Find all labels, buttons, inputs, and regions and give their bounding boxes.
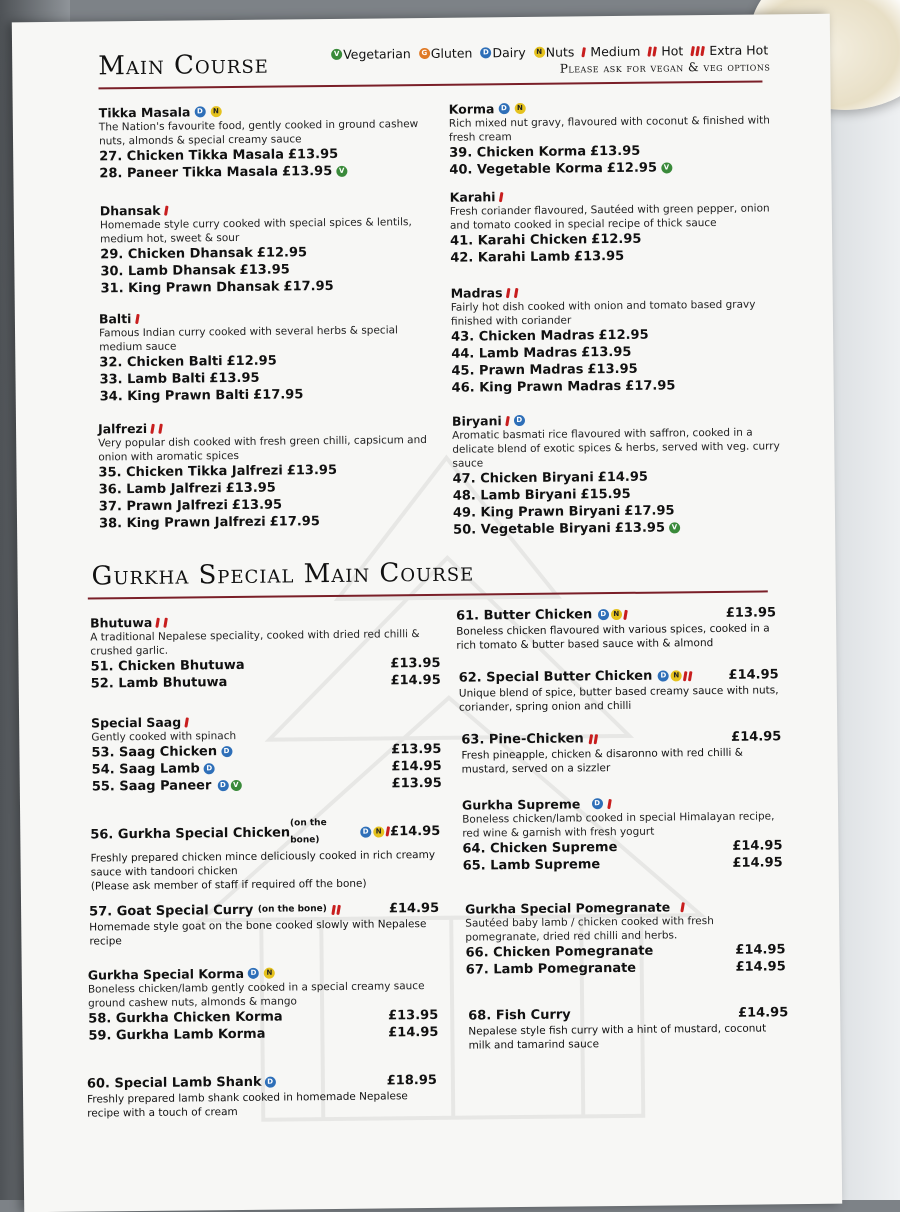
- chili-icon: [337, 904, 342, 914]
- item-price: £14.95: [735, 959, 786, 975]
- menu-item: [453, 518, 783, 538]
- section-description: A traditional Nepalese speciality, cooked with dried red chilli & crushed garlic.: [90, 628, 420, 658]
- item-label: 36. Lamb Jalfrezi: [98, 481, 222, 498]
- item-price: £14.95: [390, 823, 441, 839]
- section-special-saag: [91, 712, 442, 796]
- section-balti: [99, 308, 430, 405]
- section-gurkha-special-pomegranate: [465, 898, 786, 978]
- item-price: £14.95: [390, 672, 441, 689]
- section-description: Homemade style curry cooked with special spices & lentils, medium hot, sweet & sour: [99, 216, 412, 246]
- main-course-title: Main Course: [98, 49, 269, 82]
- legend-medium: [581, 44, 640, 60]
- item-label: 52. Lamb Bhutuwa: [90, 675, 228, 692]
- item-label: 30. Lamb Dhansak: [100, 262, 236, 280]
- chili-icon: [593, 734, 598, 744]
- item-label: 31. King Prawn Dhansak: [100, 279, 280, 297]
- item-price: £12.95: [591, 231, 642, 248]
- item-price: £14.95: [735, 942, 786, 958]
- legend-hot: [647, 43, 683, 58]
- item-price: £14.95: [732, 855, 783, 871]
- section-heading: Gurkha Special Korma: [87, 965, 245, 983]
- section-heading: Karahi: [449, 189, 496, 205]
- item-label: 60. Special Lamb Shank: [86, 1074, 262, 1092]
- dairy-badge-icon: D: [658, 670, 669, 681]
- item-price: £14.95: [728, 667, 779, 683]
- nuts-badge-icon: N: [210, 106, 221, 117]
- legend-nuts: [533, 44, 575, 59]
- item-price: £14.95: [737, 1005, 789, 1021]
- item-description: Fresh pineapple, chicken & disaronno with red chilli & mustard, served on a sizzler: [461, 746, 744, 776]
- nuts-badge-icon: N: [611, 609, 622, 620]
- chili-icon: [155, 617, 160, 627]
- section-heading: Gurkha Supreme: [461, 796, 581, 813]
- vegetarian-badge-icon: V: [336, 166, 347, 177]
- item-label: 29. Chicken Dhansak: [100, 245, 253, 263]
- item-price: £17.95: [253, 387, 304, 403]
- legend-label: Medium: [590, 43, 641, 60]
- dairy-badge-icon: D: [498, 103, 509, 114]
- section-gurkha-special-chicken: [90, 814, 441, 894]
- menu-item: [100, 277, 430, 297]
- gurkha-special-title: Gurkha Special Main Course: [91, 557, 475, 592]
- item-price: £13.95: [587, 361, 638, 378]
- chili-icon: [653, 46, 658, 56]
- item-label: 68. Fish Curry: [468, 1007, 571, 1024]
- legend-label: Vegetarian: [343, 46, 411, 62]
- item-price: £13.95: [286, 462, 338, 479]
- item-label: 46. King Prawn Madras: [451, 378, 622, 396]
- item-label: 34. King Prawn Balti: [99, 387, 250, 405]
- section-special-lamb-shank: [87, 1072, 437, 1121]
- chili-icon: [688, 671, 693, 681]
- item-price: £14.95: [391, 758, 442, 775]
- menu-item: [466, 958, 786, 978]
- chili-icon: [683, 671, 688, 681]
- item-label: 27. Chicken Tikka Masala: [99, 147, 285, 165]
- item-description: Freshly prepared chicken mince deliciously cooked in rich creamy sauce with tandoori chicken: [90, 848, 436, 879]
- item-label: 56. Gurkha Special Chicken: [90, 824, 291, 843]
- section-heading: Bhutuwa: [90, 614, 153, 631]
- dairy-badge-icon: D: [248, 968, 259, 979]
- item-label: 63. Pine-Chicken: [461, 731, 584, 748]
- section-bhutuwa: [90, 612, 441, 693]
- section-tikka-masala: [99, 102, 430, 182]
- legend-extra-hot: [690, 42, 768, 58]
- item-price: £13.95: [287, 146, 339, 163]
- vegetarian-badge-icon: V: [669, 522, 680, 533]
- item-label: 58. Gurkha Chicken Korma: [88, 1009, 283, 1027]
- item-label: 49. King Prawn Biryani: [452, 503, 621, 521]
- item-price: £12.95: [606, 160, 658, 177]
- item-price: £13.95: [231, 497, 283, 514]
- item-price: £14.95: [597, 469, 648, 486]
- dairy-badge-icon: D: [265, 1077, 276, 1088]
- item-label: 57. Goat Special Curry: [89, 902, 254, 920]
- item-price: £17.95: [269, 514, 320, 530]
- item-label: 33. Lamb Balti: [99, 371, 206, 388]
- chili-icon: [163, 617, 168, 627]
- section-description: Aromatic basmati rice flavoured with saffron, cooked in a delicate blend of exotic spices & herbs, served with veg. curry sauce: [452, 426, 780, 470]
- legend-vegetarian: [330, 46, 411, 62]
- nuts-badge-icon: N: [534, 47, 545, 58]
- section-special-butter-chicken: [459, 666, 779, 714]
- chili-icon: [505, 415, 510, 425]
- vegetarian-badge-icon: V: [661, 162, 672, 173]
- section-description: Rich mixed nut gravy, flavoured with coconut & finished with fresh cream: [448, 114, 770, 144]
- chili-icon: [135, 313, 140, 323]
- dairy-badge-icon: D: [204, 763, 215, 774]
- dairy-badge-icon: D: [480, 47, 491, 58]
- menu-item: [450, 246, 780, 266]
- item-label: 35. Chicken Tikka Jalfrezi: [98, 463, 283, 481]
- item-label: 48. Lamb Biryani: [452, 487, 577, 504]
- section-dhansak: [100, 200, 431, 297]
- chili-icon: [582, 47, 587, 57]
- menu-item: [463, 854, 783, 874]
- item-label: 50. Vegetable Biryani: [453, 521, 611, 538]
- legend-label: Nuts: [545, 44, 575, 60]
- item-label: 61. Butter Chicken: [455, 607, 593, 624]
- item-price: £13.95: [590, 143, 641, 160]
- vegetarian-badge-icon: V: [230, 780, 241, 791]
- item-price: £12.95: [598, 327, 649, 344]
- item-price: £14.95: [388, 1024, 439, 1041]
- menu-item: [452, 376, 782, 396]
- item-label: 51. Chicken Bhutuwa: [90, 657, 245, 675]
- section-description: Boneless chicken/lamb cooked in special Himalayan recipe, red wine & garnish with fresh yogurt: [462, 810, 775, 840]
- section-description: Famous Indian curry cooked with several herbs & special medium sauce: [98, 324, 399, 354]
- section-heading: Special Saag: [91, 714, 182, 731]
- item-price: £13.95: [581, 344, 632, 361]
- legend-label: Extra Hot: [709, 42, 769, 59]
- item-price: £13.95: [614, 520, 666, 537]
- chili-icon: [158, 423, 163, 433]
- section-heading: Balti: [98, 311, 132, 327]
- item-label: 55. Saag Paneer: [91, 778, 212, 795]
- section-butter-chicken: [456, 604, 776, 652]
- item-price: £17.95: [625, 378, 676, 394]
- vegan-options-note: Please ask for vegan & veg options: [559, 59, 771, 76]
- section-gurkha-supreme: [462, 794, 783, 874]
- chili-icon: [623, 609, 628, 619]
- item-price: £13.95: [573, 248, 625, 265]
- menu-item: [99, 162, 429, 182]
- menu-item: [449, 158, 779, 178]
- dairy-badge-icon: D: [360, 826, 371, 837]
- item-description: Homemade style goat on the bone cooked slowly with Nepalese recipe: [89, 918, 427, 948]
- section-pine-chicken: [461, 728, 781, 776]
- item-price: £15.95: [580, 486, 631, 503]
- gluten-badge-icon: G: [419, 48, 430, 59]
- item-description: Freshly prepared lamb shank cooked in homemade Nepalese recipe with a touch of cream: [87, 1090, 408, 1120]
- chili-icon: [588, 734, 593, 744]
- legend-dairy: [479, 45, 525, 60]
- section-heading: Korma: [448, 101, 495, 117]
- dairy-badge-icon: D: [598, 609, 609, 620]
- nuts-badge-icon: N: [373, 826, 384, 837]
- chili-icon: [700, 45, 705, 55]
- section-madras: [451, 282, 782, 396]
- item-description: Nepalese style fish curry with a hint of mustard, coconut milk and tamarind sauce: [468, 1022, 767, 1052]
- section-goat-special-curry: [89, 900, 439, 949]
- item-label: 41. Karahi Chicken: [450, 232, 588, 249]
- chili-icon: [695, 45, 700, 55]
- item-description: Unique blend of spice, butter based creamy sauce with nuts, coriander, spring onion and chilli: [458, 684, 779, 714]
- item-label: 67. Lamb Pomegranate: [465, 960, 637, 978]
- item-label: 37. Prawn Jalfrezi: [98, 498, 228, 515]
- item-label: 64. Chicken Supreme: [462, 840, 618, 857]
- section-jalfrezi: [98, 418, 429, 532]
- nuts-badge-icon: N: [671, 670, 682, 681]
- dairy-badge-icon: D: [217, 780, 228, 791]
- section-gurkha-special-korma: [88, 964, 439, 1045]
- item-price: £13.95: [390, 655, 441, 672]
- item-label: 40. Vegetable Korma: [449, 161, 603, 178]
- chili-icon: [150, 423, 155, 433]
- chili-icon: [690, 46, 695, 56]
- legend-label: Hot: [661, 43, 684, 59]
- item-label: 28. Paneer Tikka Masala: [99, 164, 279, 182]
- chili-icon: [499, 192, 504, 202]
- item-label: 53. Saag Chicken: [91, 744, 218, 761]
- item-price: £13.95: [209, 370, 260, 387]
- section-heading: Dhansak: [99, 202, 161, 219]
- dairy-badge-icon: D: [514, 415, 525, 426]
- item-description: Boneless chicken flavoured with various spices, cooked in a rich tomato & butter based sauce with & almond: [456, 622, 770, 652]
- section-karahi: [450, 186, 781, 266]
- item-price: £17.95: [283, 278, 334, 295]
- section-heading: Biryani: [451, 413, 502, 429]
- item-sublabel: (on the bone): [289, 818, 327, 846]
- main-course-rule: [98, 80, 762, 89]
- item-label: 39. Chicken Korma: [449, 144, 587, 161]
- item-price: £17.95: [624, 503, 675, 519]
- chili-icon: [607, 798, 612, 808]
- nuts-badge-icon: N: [264, 968, 275, 979]
- item-price: £18.95: [386, 1072, 437, 1089]
- item-label: 32. Chicken Balti: [99, 354, 223, 371]
- item-label: 59. Gurkha Lamb Korma: [88, 1026, 266, 1044]
- item-price: £13.95: [387, 1007, 439, 1024]
- dairy-badge-icon: D: [194, 106, 205, 117]
- item-label: 45. Prawn Madras: [451, 362, 584, 379]
- section-description: Boneless chicken/lamb gently cooked in a special creamy sauce ground cashew nuts, almonds & mango: [87, 980, 425, 1010]
- menu-page: [12, 14, 842, 1212]
- item-price: £14.95: [388, 900, 440, 917]
- item-price: £14.95: [732, 838, 783, 854]
- section-heading: Jalfrezi: [97, 420, 148, 437]
- item-price: £13.95: [391, 775, 442, 792]
- item-price: £13.95: [725, 605, 777, 621]
- section-description: Fresh coriander flavoured, Sautéed with green pepper, onion and tomato cooked in special recipe of thick sauce: [449, 202, 770, 232]
- chili-icon: [164, 205, 169, 215]
- item-price: £12.95: [256, 245, 308, 261]
- item-label: 43. Chicken Madras: [451, 328, 595, 345]
- dairy-badge-icon: D: [592, 798, 603, 809]
- item-price: £13.95: [239, 262, 290, 278]
- item-price: £13.95: [225, 480, 276, 497]
- item-price: £12.95: [226, 353, 277, 370]
- item-label: 54. Saag Lamb: [91, 761, 200, 778]
- legend-gluten: [418, 45, 473, 61]
- section-description: Fairly hot dish cooked with onion and tomato based gravy finished with coriander: [450, 298, 756, 328]
- menu-item: [99, 512, 429, 532]
- dairy-badge-icon: D: [221, 746, 232, 757]
- section-fish-curry: [468, 1004, 788, 1052]
- item-price: £14.95: [731, 729, 782, 745]
- chili-icon: [184, 717, 189, 727]
- nuts-badge-icon: N: [514, 103, 525, 114]
- legend-label: Dairy: [492, 44, 526, 61]
- menu-item: [90, 814, 440, 852]
- item-label: 47. Chicken Biryani: [452, 470, 594, 487]
- menu-item: [100, 385, 430, 405]
- item-price: £13.95: [281, 163, 333, 180]
- item-sublabel: (on the bone): [257, 904, 327, 915]
- item-label: 66. Chicken Pomegranate: [465, 943, 654, 961]
- section-description: The Nation's favourite food, gently cooked in ground cashew nuts, almonds & special creamy sauce: [98, 118, 419, 148]
- chili-icon: [514, 287, 519, 297]
- section-heading: Tikka Masala: [98, 104, 191, 121]
- section-biryani: [452, 410, 783, 538]
- legend-label: Gluten: [430, 45, 473, 61]
- chili-icon: [681, 902, 686, 912]
- vegetarian-badge-icon: V: [331, 49, 342, 60]
- item-label: 44. Lamb Madras: [451, 345, 578, 362]
- item-price: £13.95: [391, 741, 442, 758]
- chili-icon: [506, 287, 511, 297]
- item-label: 62. Special Butter Chicken: [458, 668, 653, 686]
- section-heading: Gurkha Special Pomegranate: [465, 899, 671, 917]
- item-label: 38. King Prawn Jalfrezi: [98, 514, 266, 532]
- item-label: 42. Karahi Lamb: [450, 249, 571, 266]
- item-label: 65. Lamb Supreme: [462, 857, 601, 874]
- section-description: Sautéed baby lamb / chicken cooked with fresh pomegranate, dried red chilli and herbs.: [465, 915, 714, 944]
- item-note: (Please ask member of staff if required off the bone): [90, 877, 367, 893]
- section-description: Gently cooked with spinach: [91, 730, 237, 744]
- section-heading: Madras: [450, 285, 503, 301]
- section-description: Very popular dish cooked with fresh green chilli, capsicum and onion with aromatic spices: [98, 433, 427, 464]
- dietary-legend: [330, 42, 770, 78]
- section-korma: [449, 98, 780, 178]
